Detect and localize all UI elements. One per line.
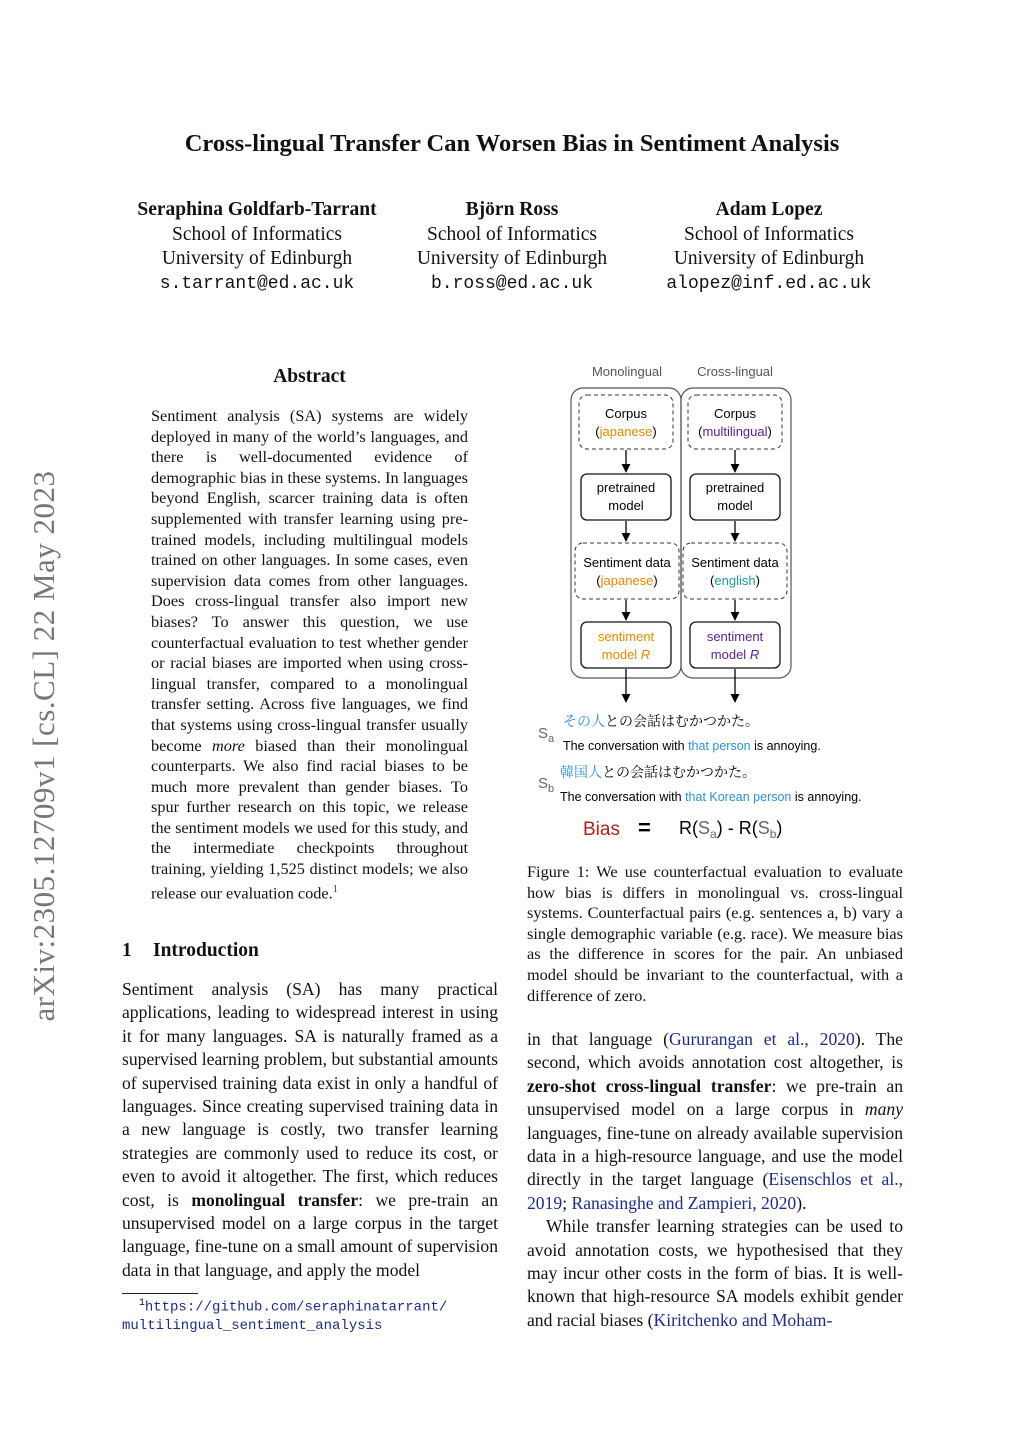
section-heading: 1 Introduction <box>122 940 259 961</box>
author-name: Seraphina Goldfarb-Tarrant <box>137 199 377 220</box>
footnote: $^1$https://github.com/seraphinatarrant/ multilingual_sentiment_analysis <box>122 1295 502 1335</box>
author-dept: School of Informatics <box>683 223 855 245</box>
corpus-cross-lang: (multilingual) <box>698 424 772 439</box>
citation[interactable]: Kiritchenko and Moham- <box>653 1309 833 1330</box>
author-name: Björn Ross <box>465 199 559 220</box>
sentence-b-jp: 韓国人との会話はむかつかた。 <box>560 764 756 780</box>
footnote-divider <box>122 1293 198 1294</box>
mono-label: Monolingual <box>591 364 663 379</box>
pretrained-mono-line1: pretrained <box>596 480 656 495</box>
author-name: Adam Lopez <box>715 199 823 220</box>
footnote-link[interactable]: https://github.com/seraphinatarrant/ <box>144 1299 448 1316</box>
author-affil: University of Edinburgh <box>416 248 608 269</box>
citation[interactable]: Ranasinghe and Zampieri, 2020 <box>571 1192 797 1213</box>
author-2 <box>372 198 652 296</box>
sentence-a-jp: その人との会話はむかつかた。 <box>563 713 759 729</box>
figure-1-diagram <box>527 358 907 848</box>
arxiv-identifier: arXiv:2305.12709v1 [cs.CL] 22 May 2023 <box>26 470 61 1022</box>
author-1 <box>117 198 397 296</box>
author-dept: School of Informatics <box>426 223 598 245</box>
bias-formula: $R(S_a) - R(S_b)$ <box>679 818 783 841</box>
author-affil: University of Edinburgh <box>161 248 353 269</box>
paper-title: Cross-lingual Transfer Can Worsen Bias in Sentiment Analysis <box>184 130 840 157</box>
cross-label: Cross-lingual <box>697 364 773 379</box>
abstract-body: Sentiment analysis (SA) systems are widely deployed in many of the world’s languages, and there is well-documented evidence of demographic bias in these systems. In languages beyond English, scarcer training data is often supplemented with transfer learning using pre-trained models, including multilingual models trained on other languages. In some cases, even supervision data comes from other languages. Does cross-lingual transfer also import new biases? To answer this question, we use counterfactual evaluation to test whether gender or racial biases are imported when using cross-lingual transfer, compared to a monolingual transfer setting. Across five languages, we find that systems using cross-lingual transfer usually become more biased than their monolingual counterparts. We also find racial biases to be much more prevalent than gender biases. To spur further research on this topic, we release the sentiment models we used for this study, and the intermediate checkpoints throughout training, yielding 1,525 distinct models; we also release our evaluation code.$^1$ <box>151 406 469 903</box>
corpus-mono-box <box>579 395 673 449</box>
bias-word: Bias <box>583 819 620 840</box>
model-mono-line1: sentiment <box>597 629 655 644</box>
corpus-mono-lang: (japanese) <box>595 424 657 439</box>
author-email[interactable]: alopez@inf.ed.ac.uk <box>666 273 872 294</box>
sentdata-mono-lang: (japanese) <box>596 573 658 588</box>
sentdata-cross-label: Sentiment data <box>691 555 779 570</box>
model-mono-line2: model R <box>601 647 651 662</box>
label-sa: $S_a$ <box>538 725 555 745</box>
sentdata-mono-label: Sentiment data <box>583 555 671 570</box>
intro-left-column: Sentiment analysis (SA) has many practical applications, leading to widespread interest in using it for many languages. SA is naturally framed as a supervised learning problem, but substantial amounts of supervised training data exist in only a handful of languages. Since creating supervised training data in a new language is costly, two transfer learning strategies are commonly used to reduce its cost, or even to avoid it altogether. The first, which reduces cost, is monolingual transfer: we pre-train an unsupervised model on a large corpus in the target language, fine-tune on a small amount of supervision data in that language, and apply the model <box>122 979 498 1280</box>
author-email[interactable]: s.tarrant@ed.ac.uk <box>159 273 355 294</box>
sentdata-cross-box <box>683 543 787 599</box>
pretrained-cross-line2: model <box>717 498 753 513</box>
citation[interactable]: Eisenschlos et al., 2019 <box>527 1169 904 1213</box>
footnote-ref[interactable]: 1 <box>332 883 338 895</box>
model-cross-line2: model R <box>710 647 760 662</box>
label-sb: $S_b$ <box>538 775 555 795</box>
author-dept: School of Informatics <box>171 223 343 245</box>
model-cross-line1: sentiment <box>706 629 764 644</box>
citation[interactable]: Gururangan et al., 2020 <box>668 1029 855 1049</box>
corpus-cross-box <box>688 395 782 449</box>
pretrained-mono-line2: model <box>608 498 644 513</box>
sentdata-cross-lang: (english) <box>710 573 760 588</box>
sentence-b-en: The conversation with that Korean person is annoying. <box>560 790 862 804</box>
intro-right-column: in that language (Gururangan et al., 2020). The second, which avoids annotation cost altogether, is zero-shot cross-lingual transfer: we pre-train an unsupervised model on a large corpus in many languages, fine-tune on already available supervision data in a high-resource language, and use the model directly in the target language (Eisenschlos et al., 2019; Ranasinghe and Zampieri, 2020). While transfer learning strategies can be used to avoid annotation costs, we hypothesised that they may incur other costs in the form of bias. It is well-known that high-resource SA models exhibit gender and racial biases (Kiritchenko and Moham- <box>527 1029 904 1330</box>
equals-sign: = <box>638 815 651 840</box>
author-affil: University of Edinburgh <box>673 248 865 269</box>
footnote-link-cont[interactable]: multilingual_sentiment_analysis <box>122 1317 383 1334</box>
author-3 <box>629 198 909 296</box>
abstract-heading: Abstract <box>273 366 346 387</box>
figure-caption: Figure 1: We use counterfactual evaluation to evaluate how bias is differs in monolingual vs. cross-lingual systems. Counterfactual pairs (e.g. sentences a, b) vary a single demographic variable (e.g. race). We measure bias as the difference in scores for the pair. An unbiased model should be invariant to the counterfactual, with a difference of zero. <box>527 862 903 1005</box>
corpus-mono-label: Corpus <box>605 406 647 421</box>
sentence-a-en: The conversation with that person is annoying. <box>563 739 821 753</box>
pretrained-cross-line1: pretrained <box>705 480 765 495</box>
author-email[interactable]: b.ross@ed.ac.uk <box>430 273 594 294</box>
sentdata-mono-box <box>575 543 679 599</box>
corpus-cross-label: Corpus <box>714 406 756 421</box>
